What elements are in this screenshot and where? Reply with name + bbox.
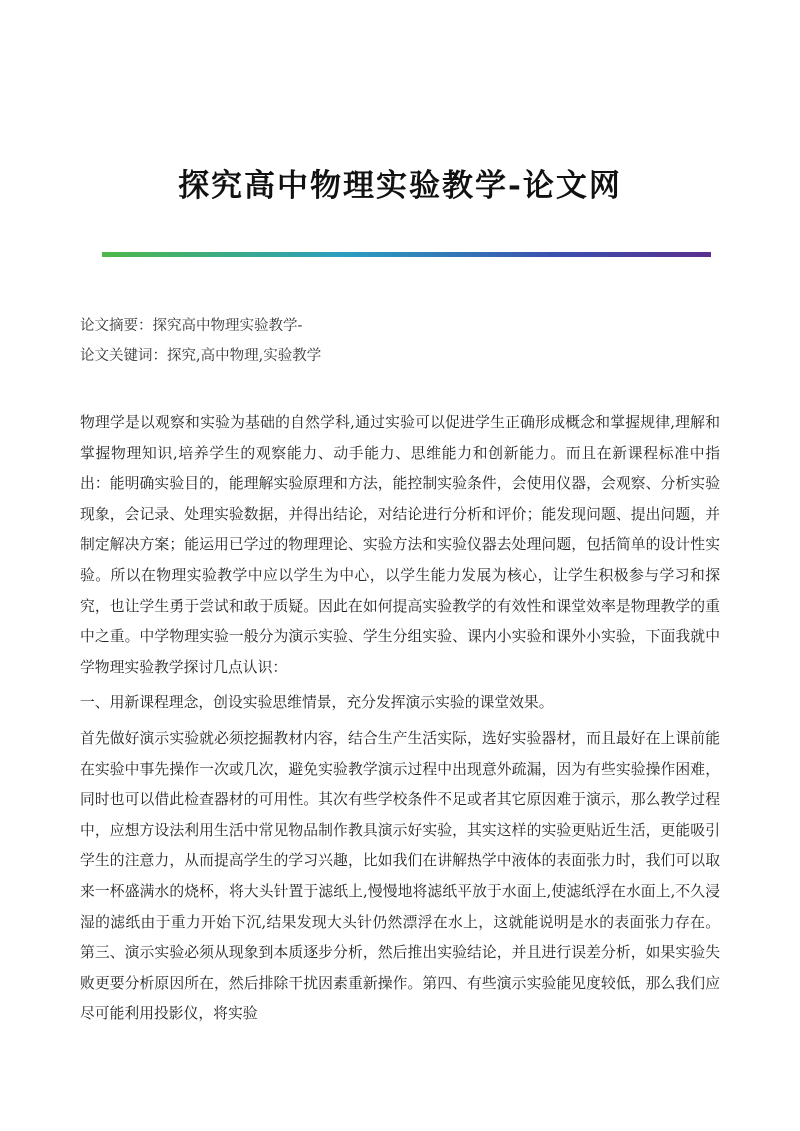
- title-divider: [102, 252, 711, 257]
- keywords-line: 论文关键词：探究,高中物理,实验教学: [80, 348, 322, 364]
- article-body: [80, 408, 720, 1030]
- section-heading-1: 一、用新课程理念，创设实验思维情景，充分发挥演示实验的课堂效果。: [80, 694, 554, 712]
- paragraph-demo-experiments: 首先做好演示实验就必须挖掘教材内容，结合生产生活实际，选好实验器材，而且最好在上课前能在实验中事先操作一次或几次，避免实验教学演示过程中出现意外疏漏，因为有些实验操作困难，同时也可以借此检查器材的可用性。其次有些学校条件不足或者其它原因难于演示，那么教学过程中，应想方设法利用生活中常见物品制作教具演示好实验，其实这样的实验更贴近生活，更能吸引学生的注意力，从而提高学生的学习兴趣，比如我们在讲解热学中液体的表面张力时，我们可以取来一杯盛满水的烧杯，将大头针置于滤纸上,慢慢地将滤纸平放于水面上,使滤纸浮在水面上,不久浸湿的滤纸由于重力开始下沉,结果发现大头针仍然漂浮在水上，这就能说明是水的表面张力存在。第三、演示实验必须从现象到本质逐步分析，然后推出实验结论，并且进行误差分析，如果实验失败更要分析原因所在，然后排除干扰因素重新操作。第四、有些演示实验能见度较低，那么我们应尽可能利用投影仪，将实验: [80, 729, 720, 1023]
- paragraph-intro: 物理学是以观察和实验为基础的自然学科,通过实验可以促进学生正确形成概念和掌握规律,理解和掌握物理知识,培养学生的观察能力、动手能力、思维能力和创新能力。而且在新课程标准中指出：能明确实验目的，能理解实验原理和方法，能控制实验条件，会使用仪器，会观察、分析实验现象，会记录、处理实验数据，并得出结论，对结论进行分析和评价；能发现问题、提出问题，并制定解决方案；能运用已学过的物理理论、实验方法和实验仪器去处理问题，包括简单的设计性实验。所以在物理实验教学中应以学生为中心，以学生能力发展为核心，让学生积极参与学习和探究，也让学生勇于尝试和敢于质疑。因此在如何提高实验教学的有效性和课堂效率是物理教学的重中之重。中学物理实验一般分为演示实验、学生分组实验、课内小实验和课外小实验，下面我就中学物理实验教学探讨几点认识：: [80, 414, 720, 676]
- page-title: 探究高中物理实验教学-论文网: [178, 168, 622, 204]
- abstract-line: 论文摘要：探究高中物理实验教学-: [80, 318, 303, 334]
